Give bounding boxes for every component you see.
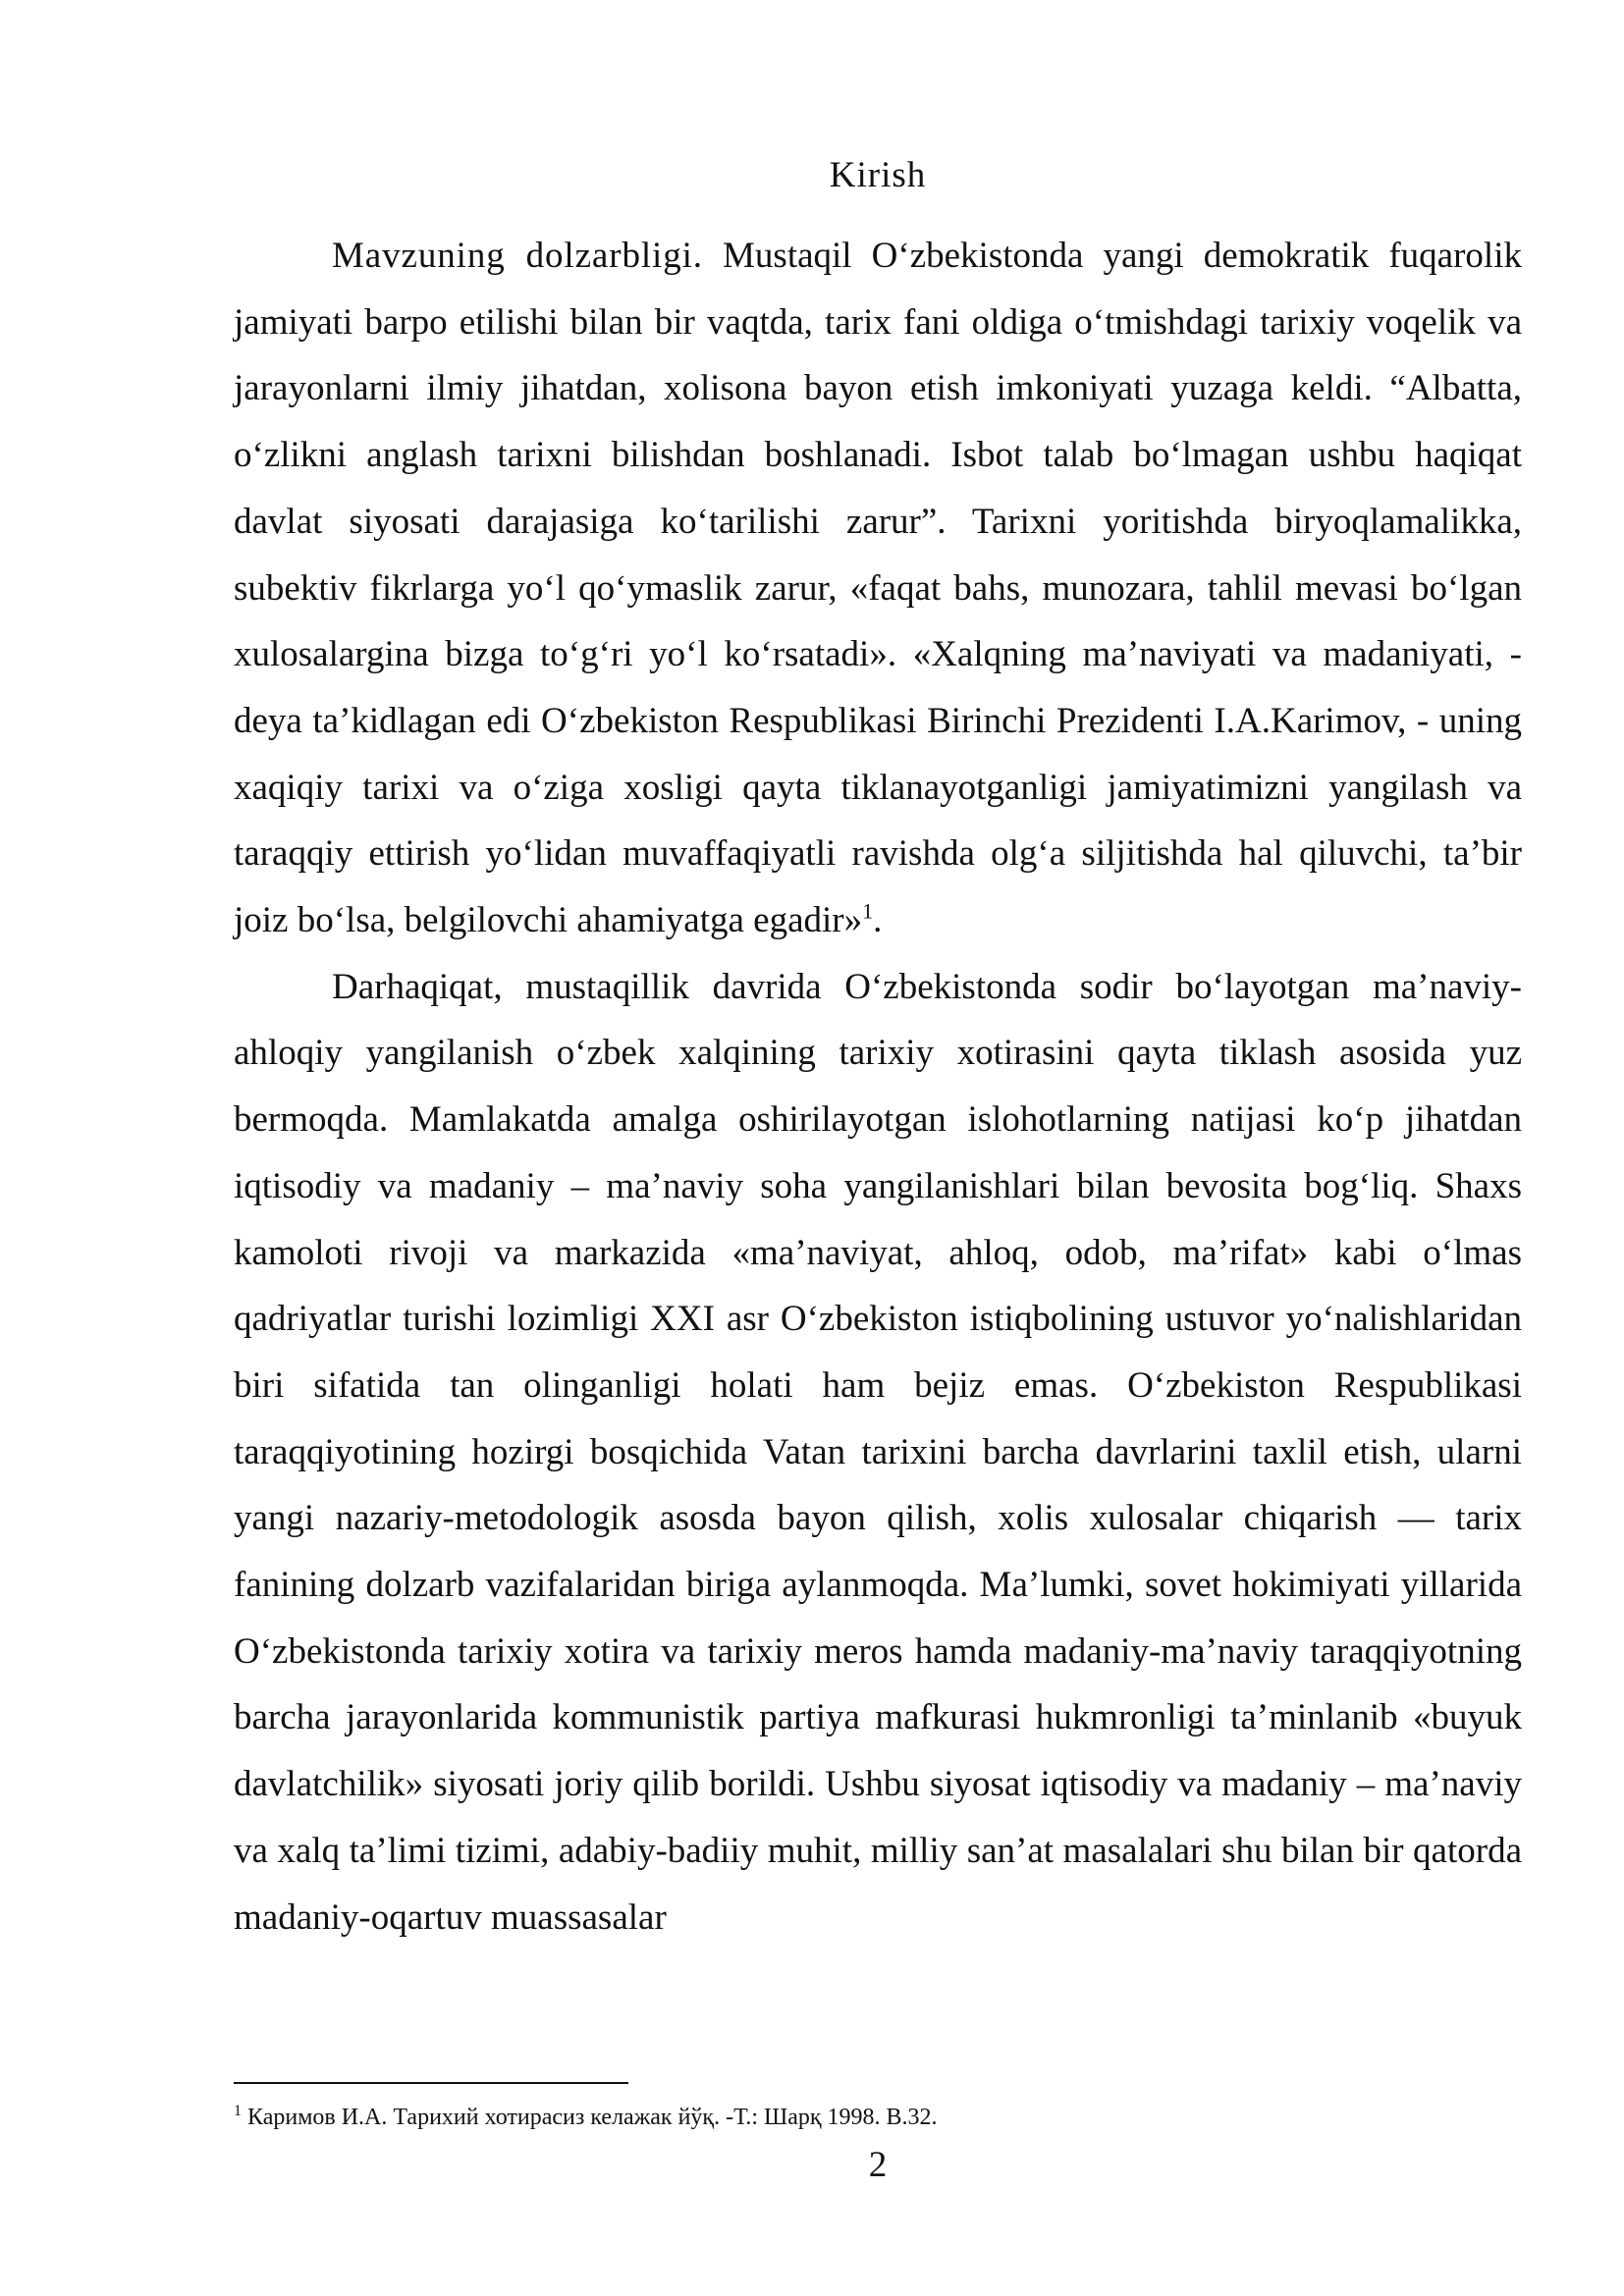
paragraph-1-tail: . xyxy=(873,900,883,941)
footnote-text: Каримов И.А. Тарихий хотирасиз келажак йўқ. -Т.: Шарқ 1998. В.32. xyxy=(242,2105,938,2130)
footnote xyxy=(234,2102,1522,2133)
paragraph-2: Darhaqiqat, mustaqillik davrida O‘zbekistonda sodir bo‘layotgan ma’naviy-ahloqiy yangilanish o‘zbek xalqining tarixiy xotirasini qayta tiklash asosida yuz bermoqda. Mamlakatda amalga oshirilayotgan islohotlarning natijasi ko‘p jihatdan iqtisodiy va madaniy – ma’naviy soha yangilanishlari bilan bevosita bog‘liq. Shaxs kamoloti rivoji va markazida «ma’naviyat, ahloq, odob, ma’rifat» kabi o‘lmas qadriyatlar turishi lozimligi XXI asr O‘zbekiston istiqbolining ustuvor yo‘nalishlaridan biri sifatida tan olinganligi holati ham bejiz emas. O‘zbekiston Respublikasi taraqqiyotining hozirgi bosqichida Vatan tarixini barcha davrlarini taxlil etish, ularni yangi nazariy-metodologik asosda bayon qilish, xolis xulosalar chiqarish — tarix fanining dolzarb vazifalaridan biriga aylanmoqda. Ma’lumki, sovet hokimiyati yillarida O‘zbekistonda tarixiy xotira va tarixiy meros hamda madaniy-ma’naviy taraqqiyotning barcha jarayonlarida kommunistik partiya mafkurasi hukmronligi ta’minlanib «buyuk davlatchilik» siyosati joriy qilib borildi. Ushbu siyosat iqtisodiy va madaniy – ma’naviy va xalq ta’limi tizimi, adabiy-badiiy muhit, milliy san’at masalalari shu bilan bir qatorda madaniy-oqartuv muassasalar xyxy=(234,966,1522,1938)
body-text xyxy=(234,223,1522,1950)
paragraph-1-text: Mustaqil O‘zbekistonda yangi demokratik fuqarolik jamiyati barpo etilishi bilan bir vaqtda, tarix fani oldiga o‘tmishdagi tarixiy voqelik va jarayonlarni ilmiy jihatdan, xolisona bayon etish imkoniyati yuzaga keldi. “Albatta, o‘zlikni anglash tarixni bilishdan boshlanadi. Isbot talab bo‘lmagan ushbu haqiqat davlat siyosati darajasiga ko‘tarilishi zarur”. Tarixni yoritishda biryoqlamalikka, subektiv fikrlarga yo‘l qo‘ymaslik zarur, «faqat bahs, munozara, tahlil mevasi bo‘lgan xulosalargina bizga to‘g‘ri yo‘l ko‘rsatadi». «Xalqning ma’naviyati va madaniyati, - deya ta’kidlagan edi O‘zbekiston Respublikasi Birinchi Prezidenti I.A.Karimov, - uning xaqiqiy tarixi va o‘ziga xosligi qayta tiklanayotganligi jamiyatimizni yangilash va taraqqiy ettirish yo‘lidan muvaffaqiyatli ravishda olg‘a siljitishda hal qiluvchi, ta’bir joiz bo‘lsa, belgilovchi ahamiyatga egadir» xyxy=(234,236,1522,941)
footnote-marker: 1 xyxy=(234,2103,242,2119)
page-number: 2 xyxy=(868,2145,888,2185)
paragraph-1 xyxy=(234,223,1522,954)
section-heading: Kirish xyxy=(829,155,927,195)
paragraph-lead: Mavzuning dolzarbligi. xyxy=(332,236,703,276)
footnote-reference[interactable]: 1 xyxy=(862,898,874,924)
footnote-separator xyxy=(234,2082,628,2084)
